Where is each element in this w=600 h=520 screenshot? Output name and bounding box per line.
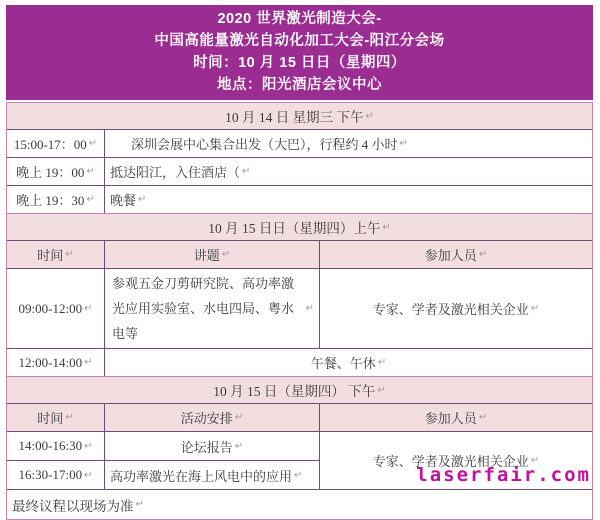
event-cell — [104, 130, 592, 157]
lunch-text: 午餐、午休 — [310, 356, 376, 371]
participants-cell — [319, 269, 592, 348]
paragraph-mark: ↵ — [382, 221, 391, 233]
paragraph-mark: ↵ — [294, 469, 303, 481]
event-text: 抵达阳江，入住酒店（ — [110, 165, 241, 180]
title-line-2: 中国高能量激光自动化加工大会-阳江分会场 — [154, 33, 445, 49]
column-header-row — [7, 240, 592, 268]
participants-text: 专家、学者及激光相关企业 — [372, 454, 529, 469]
paragraph-mark: ↵ — [530, 303, 540, 314]
paragraph-mark: ↵ — [84, 469, 93, 481]
agenda-page — [0, 5, 600, 516]
laserfair-watermark: laserfair.com — [416, 464, 591, 486]
event-text: 晚餐 — [110, 193, 137, 208]
time-value: 晚上 19：00 — [16, 165, 85, 180]
paragraph-mark: ↵ — [65, 249, 74, 260]
paragraph-mark: ↵ — [399, 138, 408, 149]
paragraph-mark: ↵ — [88, 138, 98, 149]
column-header-label: 活动安排 — [180, 411, 233, 426]
table-row — [7, 268, 592, 348]
table-row — [7, 460, 319, 489]
column-header-time — [7, 241, 104, 268]
time-cell — [7, 432, 104, 460]
column-header-label: 参加人员 — [424, 411, 477, 426]
time-value: 14:00-16:30 — [18, 438, 83, 453]
afternoon-left-columns — [7, 432, 319, 489]
activity-cell — [104, 461, 319, 489]
section-band-label: 10 月 14 日 星期三 下午 — [225, 110, 364, 125]
column-header-label: 时间 — [37, 411, 64, 426]
activity-text: 高功率激光在海上风电中的应用 — [110, 468, 293, 484]
time-cell — [7, 130, 104, 157]
time-value: 晚上 19：30 — [16, 193, 85, 208]
column-header-activity — [104, 404, 319, 431]
column-header-participants — [319, 404, 592, 431]
paragraph-mark: ↵ — [84, 440, 93, 452]
time-value: 15:00-17：00 — [13, 137, 87, 152]
time-cell — [7, 349, 104, 376]
agenda-table — [6, 102, 593, 520]
footer-note-text: 最终议程以现场为准 — [12, 498, 134, 514]
table-row — [7, 185, 592, 213]
paragraph-mark: ↵ — [377, 384, 386, 396]
footer-note-cell — [7, 490, 149, 519]
paragraph-mark: ↵ — [135, 499, 144, 510]
event-text: 深圳会展中心集合出发（大巴），行程约 4 小时 — [131, 137, 398, 152]
section-header-oct14-afternoon — [7, 103, 592, 129]
lunch-cell — [104, 349, 592, 376]
paragraph-mark: ↵ — [242, 166, 251, 177]
conference-title-banner — [6, 5, 593, 100]
activity-cell — [104, 432, 319, 460]
paragraph-mark: ↵ — [234, 412, 244, 423]
activity-text: 论坛报告 — [180, 439, 233, 455]
column-header-participants — [319, 241, 592, 268]
column-header-time — [7, 404, 104, 431]
table-row — [7, 432, 319, 460]
paragraph-mark: ↵ — [365, 110, 374, 122]
paragraph-mark: ↵ — [478, 249, 488, 260]
paragraph-mark: ↵ — [84, 303, 93, 314]
paragraph-mark: ↵ — [65, 412, 74, 423]
paragraph-mark: ↵ — [305, 303, 314, 314]
event-cell — [104, 158, 592, 185]
column-header-topic — [104, 241, 319, 268]
paragraph-mark: ↵ — [530, 455, 540, 466]
title-line-3: 时间：10 月 15 日日（星期四） — [193, 55, 406, 71]
section-band-label: 10 月 15 日（星期四） 下午 — [213, 384, 376, 399]
time-cell — [7, 461, 104, 489]
section-band-label: 10 月 15 日日（星期四）上午 — [208, 221, 381, 236]
paragraph-mark: ↵ — [234, 440, 244, 452]
column-header-label: 时间 — [37, 248, 64, 263]
event-cell — [104, 186, 592, 213]
table-row — [7, 348, 592, 376]
time-value: 16:30-17:00 — [18, 467, 83, 482]
time-value: 12:00-14:00 — [18, 354, 83, 370]
paragraph-mark: ↵ — [478, 412, 488, 423]
paragraph-mark: ↵ — [86, 166, 95, 177]
column-header-row — [7, 403, 592, 431]
table-row — [7, 157, 592, 185]
title-line-4: 地点：阳光酒店会议中心 — [217, 77, 382, 93]
topic-text: 参观五金刀剪研究院、高功率激光应用实验室、水电四局、粤水电等 — [112, 276, 295, 341]
time-cell — [7, 186, 104, 213]
footer-note-row — [7, 489, 592, 519]
paragraph-mark: ↵ — [86, 194, 95, 205]
section-header-oct15-afternoon — [7, 376, 592, 403]
paragraph-mark: ↵ — [221, 249, 231, 260]
section-header-oct15-morning — [7, 213, 592, 240]
paragraph-mark: ↵ — [377, 357, 387, 368]
time-cell — [7, 158, 104, 185]
column-header-label: 讲题 — [193, 248, 220, 263]
participants-text: 专家、学者及激光相关企业 — [372, 302, 529, 317]
column-header-label: 参加人员 — [424, 248, 477, 263]
title-line-1: 2020 世界激光制造大会- — [217, 11, 382, 27]
topic-cell — [104, 269, 319, 348]
table-row — [7, 129, 592, 157]
time-cell — [7, 269, 104, 348]
paragraph-mark: ↵ — [84, 357, 93, 368]
time-value: 09:00-12:00 — [18, 300, 83, 316]
paragraph-mark: ↵ — [138, 194, 147, 205]
